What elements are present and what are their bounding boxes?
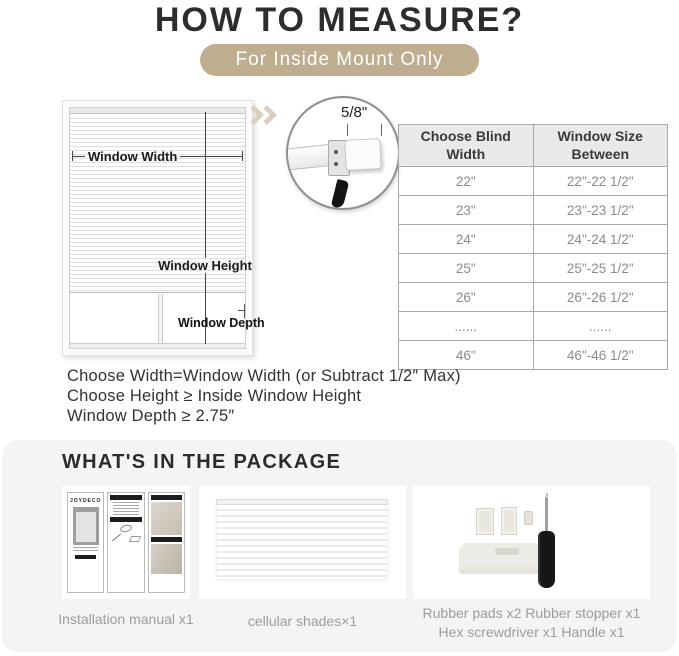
- manual-footer-bar: [75, 555, 96, 559]
- blind-width-cell: 46": [399, 341, 534, 370]
- hex-screwdriver-handle: [538, 531, 555, 588]
- window-illustration: [62, 100, 265, 356]
- page-title: HOW TO MEASURE?: [154, 1, 525, 39]
- manual-screwdriver-drawing: [112, 534, 121, 542]
- manual-text-line: [113, 511, 138, 512]
- window-size-cell: 26"-26 1/2": [533, 283, 668, 312]
- shades-caption: cellular shades×1: [247, 613, 358, 629]
- cellular-shades-card: [199, 486, 406, 599]
- blind-width-cell: 25": [399, 254, 534, 283]
- size-chart-table: [398, 124, 668, 370]
- mounting-bracket-front: [344, 138, 382, 171]
- table-row: [399, 196, 668, 225]
- window-depth-label: Window Depth: [178, 316, 265, 330]
- manual-section-bar: [151, 537, 182, 542]
- rubber-pad: [476, 508, 494, 535]
- table-header-row: [399, 125, 668, 167]
- package-heading: WHAT'S IN THE PACKAGE: [62, 451, 342, 473]
- table-row: [399, 283, 668, 312]
- screw-icon: [334, 150, 338, 154]
- manual-section-bar: [110, 495, 141, 500]
- cord-piece: [331, 179, 349, 209]
- manual-caption: Installation manual x1: [58, 611, 194, 627]
- window-width-label: Window Width: [88, 148, 178, 164]
- manual-section-bar: [151, 495, 182, 500]
- manual-part-drawing: [119, 524, 132, 534]
- rubber-pad: [501, 507, 517, 535]
- hardware-caption-line2: Hex screwdriver x1 Handle x1: [438, 624, 625, 640]
- cellular-shade-image: [216, 499, 388, 581]
- manual-panel-text: [107, 492, 144, 593]
- rule-height: Choose Height ≥ Inside Window Height: [67, 387, 362, 405]
- brand-logo: JOYDECO: [69, 498, 102, 504]
- window-height-label: Window Height: [158, 258, 252, 273]
- hex-screwdriver-shaft: [545, 497, 548, 533]
- window-size-cell: 46"-46 1/2": [533, 341, 668, 370]
- window-frame: [69, 107, 265, 349]
- dimension-line-segment: [205, 273, 206, 344]
- manual-part-drawing: [129, 536, 141, 542]
- blind-width-cell: 22": [399, 167, 534, 196]
- hardware-caption-line1: Rubber pads x2 Rubber stopper x1: [422, 605, 641, 621]
- window-sill: [70, 343, 245, 348]
- manual-section-bar: [110, 517, 141, 522]
- dimension-line-segment: [205, 112, 206, 258]
- inside-mount-badge: For Inside Mount Only: [200, 44, 480, 76]
- zoom-pointer: [252, 108, 274, 127]
- column-header-window-size: Window Size Between: [533, 125, 668, 167]
- column-header-blind-width: Choose Blind Width: [399, 125, 534, 167]
- manual-photo: [151, 502, 182, 535]
- window-mullion: [158, 294, 163, 343]
- blind-width-cell: 26": [399, 283, 534, 312]
- table-row: [399, 225, 668, 254]
- window-size-cell: ......: [533, 312, 668, 341]
- handle-slot: [495, 548, 519, 555]
- bracket-measure-ticks: [347, 124, 382, 136]
- window-size-cell: 23"-23 1/2": [533, 196, 668, 225]
- dimension-line-segment: [180, 156, 242, 157]
- manual-text-line: [113, 505, 138, 506]
- rule-depth: Window Depth ≥ 2.75″: [67, 407, 235, 425]
- manual-text-line: [73, 550, 98, 551]
- blind-headrail: [70, 108, 245, 114]
- table-row: [399, 254, 668, 283]
- bracket-depth-value: 5/8": [341, 104, 368, 121]
- screw-icon: [334, 162, 338, 166]
- rule-width: Choose Width=Window Width (or Subtract 1/2″ Max): [67, 367, 461, 385]
- window-size-cell: 25"-25 1/2": [533, 254, 668, 283]
- installation-manual-image: [67, 492, 185, 593]
- width-dimension-line: [72, 149, 243, 163]
- manual-text-line: [113, 508, 138, 509]
- table-row: [399, 167, 668, 196]
- blind-width-cell: 23": [399, 196, 534, 225]
- hardware-caption: [398, 604, 665, 642]
- dimension-tick: [242, 151, 243, 161]
- manual-photo: [151, 544, 182, 574]
- manual-panel-cover: [67, 492, 104, 593]
- hardware-card: [413, 486, 650, 599]
- blind-width-cell: ......: [399, 312, 534, 341]
- measuring-rules: [67, 366, 461, 426]
- chevron-right-icon: [258, 105, 278, 125]
- manual-panel-photos: [148, 492, 185, 593]
- package-section: [2, 440, 677, 652]
- bracket-detail-lens: [286, 96, 400, 210]
- manual-text-line: [73, 547, 98, 548]
- blind-width-cell: 24": [399, 225, 534, 254]
- window-size-cell: 24"-24 1/2": [533, 225, 668, 254]
- installation-manual-card: [62, 486, 190, 599]
- manual-text-line: [113, 502, 138, 503]
- manual-text-line: [113, 514, 138, 515]
- dimension-line-segment: [73, 156, 85, 157]
- window-size-cell: 22"-22 1/2": [533, 167, 668, 196]
- shade-cells: [216, 505, 388, 579]
- rubber-stopper: [524, 511, 533, 525]
- table-row: [399, 312, 668, 341]
- manual-window-picture: [73, 507, 99, 545]
